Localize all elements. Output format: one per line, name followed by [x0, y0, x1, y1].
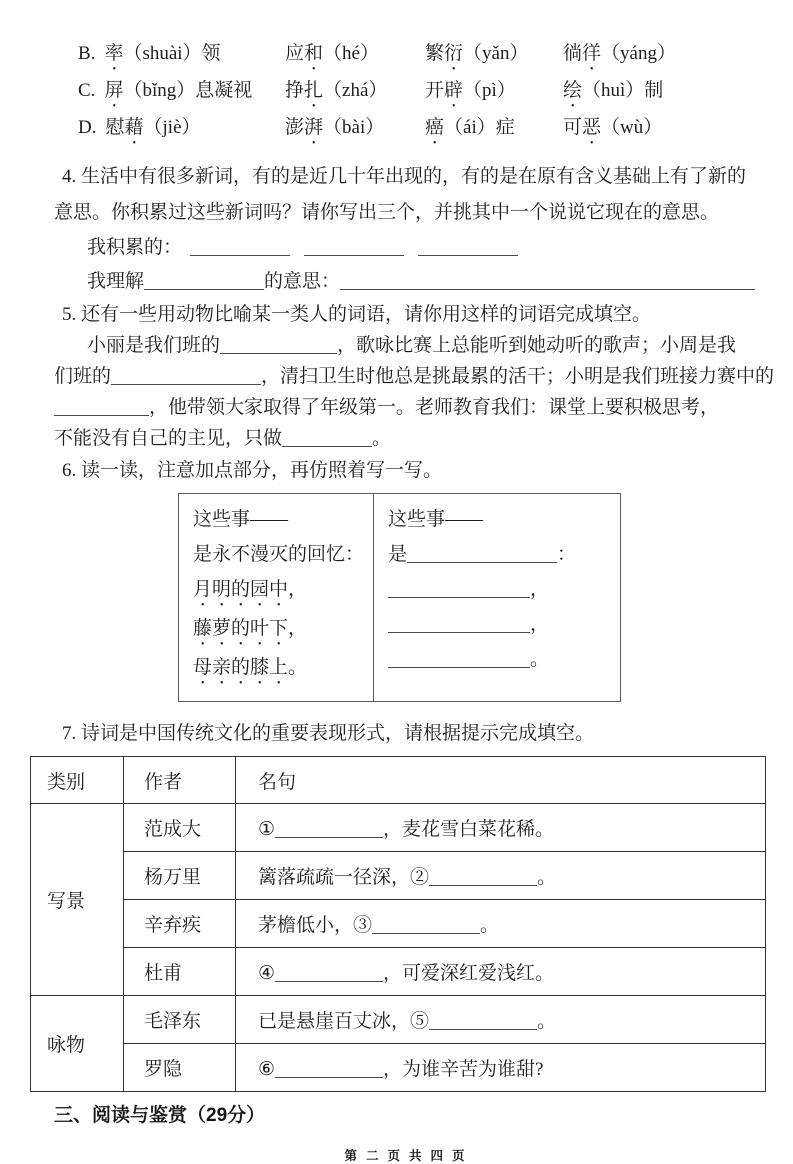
- option-letter: B.: [78, 43, 96, 64]
- pron-item: [78, 112, 285, 149]
- question-6: [54, 454, 755, 702]
- sentence-cell: [236, 852, 766, 900]
- blank-line: [275, 967, 383, 982]
- pron-row-b: [54, 38, 755, 75]
- sentence-text: ④: [258, 963, 276, 984]
- pron-item: [563, 38, 755, 75]
- blank-line: [418, 241, 518, 256]
- pron-text: 开: [425, 80, 445, 101]
- pron-row-c: [54, 75, 755, 112]
- option-letter: C.: [78, 80, 96, 101]
- pron-text: （hé）: [323, 43, 379, 64]
- pron-item: [78, 75, 285, 112]
- pron-text: 应: [285, 43, 305, 64]
- poem-punct: ，: [530, 579, 550, 600]
- understanding-line: [87, 265, 755, 299]
- sentence-cell: [236, 948, 766, 996]
- meaning-label: 的意思：: [264, 271, 341, 292]
- blank-line: [275, 1063, 383, 1078]
- pron-item: [285, 75, 425, 112]
- question-7-stem: 7. 诗词是中国传统文化的重要表现形式，请根据提示完成填空。: [62, 723, 595, 744]
- author-cell: 杨万里: [124, 852, 236, 900]
- pron-item: [425, 38, 563, 75]
- header-author: 作者: [124, 757, 236, 804]
- dotted-phrase: 藤萝的叶下: [193, 618, 289, 639]
- pron-text: 挣: [285, 80, 305, 101]
- question-5-stem: 5. 还有一些用动物比喻某一类人的词语，请你用这样的词语完成填空。: [62, 304, 652, 325]
- sentence-text: 已是悬崖百丈冰，⑤: [258, 1011, 430, 1032]
- pron-text: （jiè）: [143, 117, 201, 138]
- q5-fill-line4: [54, 423, 755, 454]
- table-row: [31, 996, 766, 1044]
- question-6-stem: 6. 读一读，注意加点部分，再仿照着写一写。: [62, 460, 443, 481]
- pron-text: （yáng）: [601, 43, 676, 64]
- sentence-text: 篱落疏疏一径深，②: [258, 867, 430, 888]
- pron-text: （shuài）领: [123, 43, 221, 64]
- sentence-text: 。: [537, 867, 557, 888]
- page-number: 第二页共四页: [344, 1149, 474, 1163]
- blank-line: [275, 823, 383, 838]
- category-cell: 咏物: [31, 996, 124, 1092]
- blank-line: [111, 370, 261, 385]
- poem-line: [388, 537, 614, 572]
- pron-item: [78, 38, 285, 75]
- pron-text: 繁: [425, 43, 445, 64]
- pron-item: [425, 112, 563, 149]
- blank-line: [388, 653, 530, 668]
- pronunciation-options: [54, 38, 755, 149]
- poem-punct: ：: [557, 544, 577, 565]
- table-row: [31, 852, 766, 900]
- sentence-text: 。: [480, 915, 500, 936]
- pron-dotted-char: 率: [104, 43, 124, 64]
- model-poem-cell: [179, 494, 374, 702]
- poem-line: [193, 650, 367, 689]
- poem-line: 这些事——: [193, 509, 289, 530]
- q5-text: 们班的: [54, 366, 112, 387]
- sentence-cell: [236, 900, 766, 948]
- blank-line: [220, 339, 337, 354]
- poem-punct: ，: [288, 618, 308, 639]
- q5-text: ，他带领大家取得了年级第一。老师教育我们：课堂上要积极思考，: [149, 397, 720, 418]
- blank-line: [54, 401, 149, 416]
- pron-dotted-char: 绘: [563, 80, 583, 101]
- understand-label: 我理解: [87, 271, 145, 292]
- blank-line: [372, 919, 480, 934]
- sentence-text: 。: [537, 1011, 557, 1032]
- q5-text: 小丽是我们班的: [87, 335, 221, 356]
- accumulated-words-line: [87, 231, 755, 265]
- poem-line: 这些事——: [388, 509, 484, 530]
- table-row: [31, 948, 766, 996]
- author-cell: 杜甫: [124, 948, 236, 996]
- blank-line: [407, 548, 557, 563]
- dotted-phrase: 母亲的膝上: [193, 657, 289, 678]
- pron-text: （bǐng）息凝视: [123, 80, 253, 101]
- pron-dotted-char: 扎: [304, 80, 324, 101]
- q5-fill-line1: [54, 330, 755, 361]
- imitation-table: [178, 493, 621, 702]
- sentence-text: ⑥: [258, 1059, 276, 1080]
- poem-line: [193, 611, 367, 650]
- blank-line: [429, 871, 537, 886]
- pron-dotted-char: 徉: [582, 43, 602, 64]
- q5-text: ，歌咏比赛上总能听到她动听的歌声；小周是我: [337, 335, 737, 356]
- q5-text: 。: [372, 428, 392, 449]
- sentence-cell: [236, 1044, 766, 1092]
- table-row: [31, 900, 766, 948]
- sentence-text: 茅檐低小，③: [258, 915, 373, 936]
- table-row: [31, 804, 766, 852]
- pron-dotted-char: 和: [304, 43, 324, 64]
- option-letter: D.: [78, 117, 97, 138]
- pron-dotted-char: 癌: [425, 117, 445, 138]
- table-row: [31, 1044, 766, 1092]
- blank-line: [144, 275, 264, 290]
- q5-fill-line2: [54, 361, 775, 392]
- poem-punct: ，: [288, 579, 308, 600]
- q5-fill-line3: [54, 392, 755, 423]
- pron-dotted-char: 湃: [304, 117, 324, 138]
- sentence-cell: [236, 804, 766, 852]
- blank-line: [388, 618, 530, 633]
- poem-line: [388, 642, 614, 677]
- pron-text: （yǎn）: [463, 43, 529, 64]
- author-cell: 辛弃疾: [124, 900, 236, 948]
- blank-line: [190, 241, 290, 256]
- blank-line: [429, 1015, 537, 1030]
- pron-dotted-char: 辟: [444, 80, 464, 101]
- author-cell: 毛泽东: [124, 996, 236, 1044]
- pron-item: [563, 112, 755, 149]
- blank-line: [282, 432, 372, 447]
- pron-text: （huì）制: [582, 80, 664, 101]
- pron-dotted-char: 恶: [582, 117, 602, 138]
- pron-row-d: [54, 112, 755, 149]
- table-header-row: [31, 757, 766, 804]
- dotted-phrase: 月明的园中: [193, 579, 289, 600]
- pron-text: 可: [563, 117, 583, 138]
- blank-line: [304, 241, 404, 256]
- imitation-write-cell: [374, 494, 621, 702]
- pron-text: 澎: [285, 117, 305, 138]
- pron-text: （ái）症: [444, 117, 515, 138]
- poem-line: [388, 572, 614, 607]
- poetry-table: [30, 756, 766, 1092]
- sentence-text: ①: [258, 819, 276, 840]
- poem-line: 是永不漫灭的回忆：: [193, 544, 365, 565]
- question-4: [54, 159, 755, 299]
- blank-line: [388, 583, 530, 598]
- accumulated-label: 我积累的：: [87, 237, 183, 258]
- sentence-text: ，可爱深红爱浅红。: [383, 963, 555, 984]
- poem-punct: 。: [288, 657, 308, 678]
- pron-dotted-char: 衍: [444, 43, 464, 64]
- poem-punct: ，: [530, 614, 550, 635]
- pron-text: 慰: [105, 117, 125, 138]
- pron-text: （wù）: [601, 117, 663, 138]
- section-3-heading: 三、阅读与鉴赏（29分）: [54, 1105, 266, 1126]
- sentence-text: ，为谁辛苦为谁甜?: [383, 1059, 544, 1080]
- pron-dotted-char: 藉: [124, 117, 144, 138]
- pron-text: 徜: [563, 43, 583, 64]
- header-category: 类别: [31, 757, 124, 804]
- poem-text: 是: [388, 544, 408, 565]
- author-cell: 范成大: [124, 804, 236, 852]
- sentence-text: ，麦花雪白菜花稀。: [383, 819, 555, 840]
- question-4-stem-line2: 意思。你积累过这些新词吗？请你写出三个，并挑其中一个说说它现在的意思。: [54, 202, 720, 223]
- poem-line: [193, 572, 367, 611]
- pron-text: （bài）: [323, 117, 385, 138]
- category-cell: 写景: [31, 804, 124, 996]
- author-cell: 罗隐: [124, 1044, 236, 1092]
- question-4-stem-line1: 4. 生活中有很多新词，有的是近几十年出现的，有的是在原有含义基础上有了新的: [62, 166, 747, 187]
- pron-item: [285, 38, 425, 75]
- poem-punct: 。: [530, 649, 550, 670]
- pron-item: [285, 112, 425, 149]
- pron-item: [563, 75, 755, 112]
- header-sentence: 名句: [236, 757, 766, 804]
- question-7: [47, 717, 755, 1092]
- question-5: [54, 299, 775, 454]
- q5-text: 不能没有自己的主见，只做: [54, 428, 283, 449]
- blank-line: [340, 275, 755, 290]
- pron-item: [425, 75, 563, 112]
- pron-dotted-char: 屏: [104, 80, 124, 101]
- pron-text: （pì）: [463, 80, 516, 101]
- sentence-cell: [236, 996, 766, 1044]
- poem-line: [388, 607, 614, 642]
- pron-text: （zhá）: [323, 80, 388, 101]
- q5-text: ，清扫卫生时他总是挑最累的活干；小明是我们班接力赛中的: [261, 366, 775, 387]
